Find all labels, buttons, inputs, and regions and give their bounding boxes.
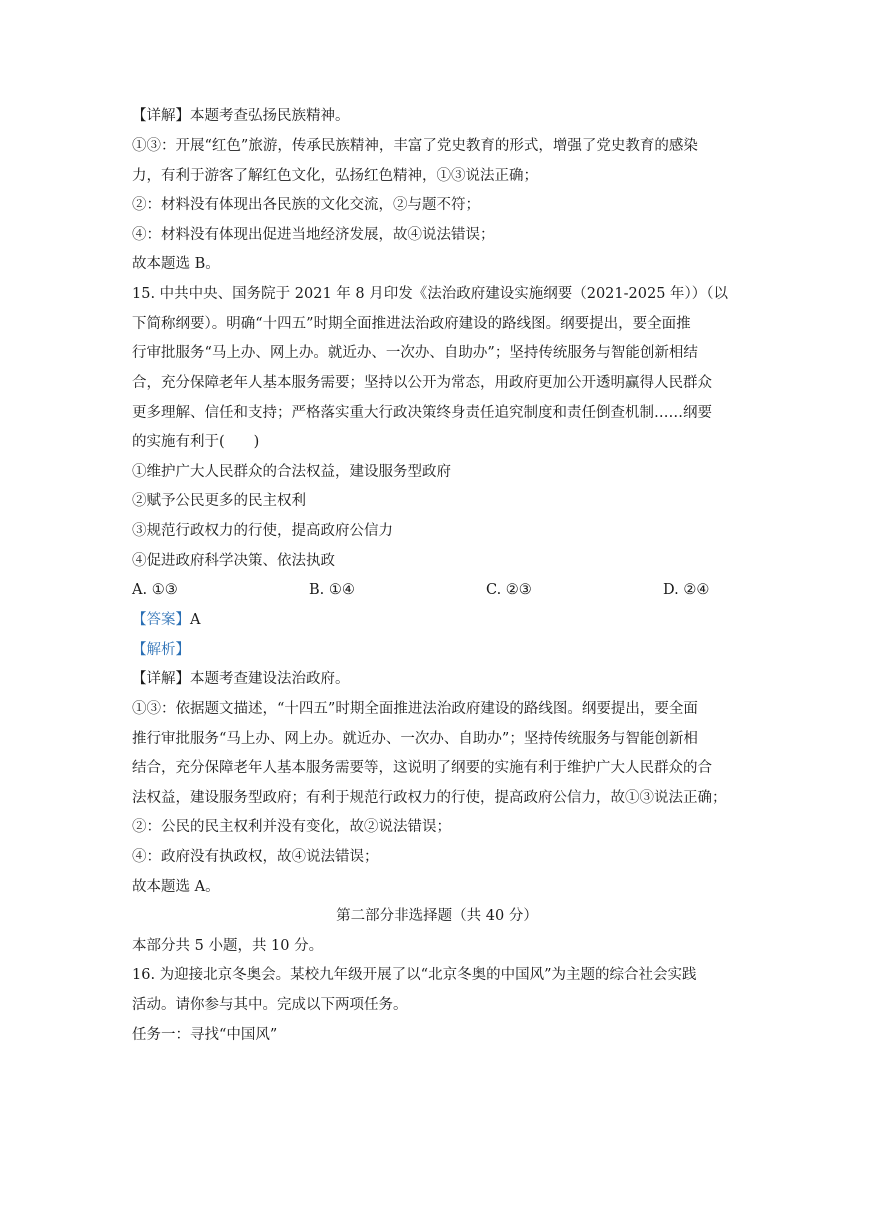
prev-detail-line: ①③：开展“红色”旅游，传承民族精神，丰富了党史教育的形式，增强了党史教育的感染: [132, 138, 698, 154]
q15-statement: ①维护广大人民群众的合法权益，建设服务型政府: [132, 464, 451, 480]
q15-option-b: B. ①④: [309, 582, 355, 598]
q15-analysis-label: 【解析】: [132, 642, 190, 658]
q15-detail-line: 推行审批服务“马上办、网上办。就近办、一次办、自助办”；坚持传统服务与智能创新相: [132, 731, 698, 747]
q16-stem-line: 活动。请你参与其中。完成以下两项任务。: [132, 997, 408, 1013]
prev-detail-line: ②：材料没有体现出各民族的文化交流，②与题不符；: [132, 197, 480, 213]
q15-stem-line: 15. 中共中央、国务院于 2021 年 8 月印发《法治政府建设实施纲要（2021-2025 年））（以: [132, 286, 729, 302]
q15-detail-line: ②：公民的民主权利并没有变化，故②说法错误；: [132, 819, 451, 835]
q15-stem-line: 的实施有利于( ): [132, 434, 260, 450]
q15-detail-line: ④：政府没有执政权，故④说法错误；: [132, 849, 379, 865]
prev-conclusion: 故本题选 B。: [132, 256, 220, 272]
q15-stem-line: 合，充分保障老年人基本服务需要；坚持以公开为常态，用政府更加公开透明赢得人民群众: [132, 375, 712, 391]
q15-detail-line: 结合，充分保障老年人基本服务需要等，这说明了纲要的实施有利于维护广大人民群众的合: [132, 760, 712, 776]
q15-option-c: C. ②③: [486, 582, 532, 598]
prev-detail-heading: 【详解】本题考查弘扬民族精神。: [132, 108, 350, 124]
q15-stem-line: 行审批服务“马上办、网上办。就近办、一次办、自助办”；坚持传统服务与智能创新相结: [132, 345, 698, 361]
answer-value: A: [190, 612, 201, 628]
q15-answer: [132, 610, 742, 630]
q16-task1: 任务一：寻找“中国风”: [132, 1027, 278, 1043]
prev-detail-line: 力，有利于游客了解红色文化，弘扬红色精神，①③说法正确；: [132, 168, 538, 184]
q15-stem-line: 更多理解、信任和支持；严格落实重大行政决策终身责任追究制度和责任倒查机制……纲要: [132, 405, 712, 421]
q15-detail-heading: 【详解】本题考查建设法治政府。: [132, 671, 350, 687]
q15-statement: ③规范行政权力的行使，提高政府公信力: [132, 523, 393, 539]
q15-stem-line: 下简称纲要）。明确“十四五”时期全面推进法治政府建设的路线图。纲要提出，要全面推: [132, 316, 691, 332]
q15-option-a: A. ①③: [132, 582, 178, 598]
q16-stem-line: 16. 为迎接北京冬奥会。某校九年级开展了以“北京冬奥的中国风”为主题的综合社会实践: [132, 967, 697, 983]
q15-conclusion: 故本题选 A。: [132, 879, 220, 895]
q15-detail-line: ①③：依据题文描述，“十四五”时期全面推进法治政府建设的路线图。纲要提出，要全面: [132, 701, 698, 717]
part2-heading: 第二部分非选择题（共 40 分）: [336, 908, 538, 924]
part2-intro: 本部分共 5 小题，共 10 分。: [132, 938, 324, 954]
q15-statement: ②赋予公民更多的民主权利: [132, 493, 306, 509]
answer-label: 【答案】: [132, 612, 190, 628]
q15-detail-line: 法权益，建设服务型政府；有利于规范行政权力的行使，提高政府公信力，故①③说法正确；: [132, 790, 727, 806]
q15-statement: ④促进政府科学决策、依法执政: [132, 553, 335, 569]
prev-detail-line: ④：材料没有体现出促进当地经济发展，故④说法错误；: [132, 227, 495, 243]
q15-option-d: D. ②④: [663, 582, 710, 598]
